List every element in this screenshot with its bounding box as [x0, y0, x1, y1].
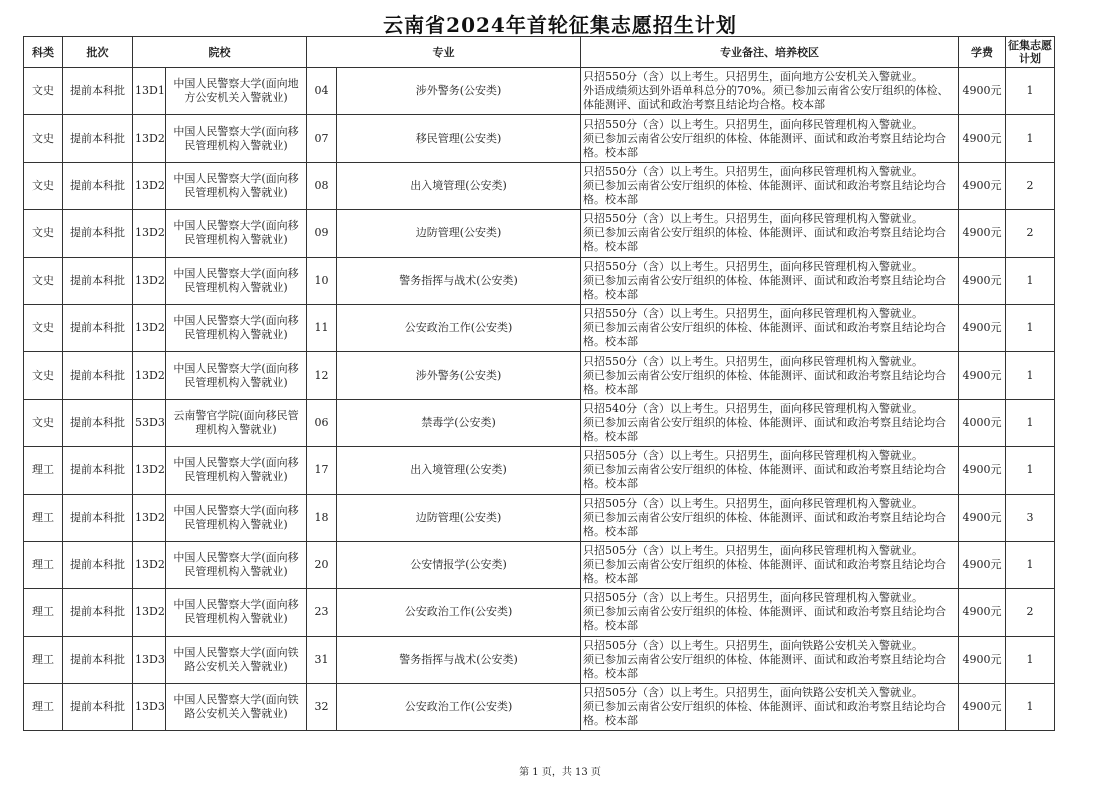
- cell-plan: 2: [1006, 589, 1055, 636]
- table-row: [24, 541, 1055, 588]
- table-body: [24, 68, 1055, 731]
- cell-note: 只招505分（含）以上考生。只招男生，面向移民管理机构入警就业。 须已参加云南省公安厅组织的体检、体能测评、面试和政治考察且结论均合格。校本部: [581, 447, 959, 494]
- cell-school-name: 中国人民警察大学(面向移民管理机构入警就业): [166, 494, 307, 541]
- cell-plan: 3: [1006, 494, 1055, 541]
- cell-major-name: 移民管理(公安类): [337, 115, 581, 162]
- cell-major-code: 23: [307, 589, 337, 636]
- cell-note: 只招505分（含）以上考生。只招男生，面向移民管理机构入警就业。 须已参加云南省公安厅组织的体检、体能测评、面试和政治考察且结论均合格。校本部: [581, 494, 959, 541]
- cell-school-name: 中国人民警察大学(面向移民管理机构入警就业): [166, 352, 307, 399]
- cell-major-code: 18: [307, 494, 337, 541]
- cell-batch: 提前本科批: [63, 589, 133, 636]
- cell-plan: 2: [1006, 162, 1055, 209]
- cell-plan: 1: [1006, 115, 1055, 162]
- cell-plan: 1: [1006, 684, 1055, 731]
- cell-fee: 4900元: [959, 684, 1006, 731]
- cell-fee: 4900元: [959, 68, 1006, 115]
- cell-fee: 4900元: [959, 162, 1006, 209]
- cell-major-name: 公安情报学(公安类): [337, 541, 581, 588]
- header-batch: 批次: [63, 37, 133, 68]
- cell-batch: 提前本科批: [63, 162, 133, 209]
- cell-batch: 提前本科批: [63, 447, 133, 494]
- cell-school-code: 13D2: [133, 494, 166, 541]
- cell-major-name: 出入境管理(公安类): [337, 447, 581, 494]
- cell-school-name: 中国人民警察大学(面向移民管理机构入警就业): [166, 304, 307, 351]
- cell-major-name: 边防管理(公安类): [337, 494, 581, 541]
- cell-note: 只招505分（含）以上考生。只招男生，面向铁路公安机关入警就业。 须已参加云南省公安厅组织的体检、体能测评、面试和政治考察且结论均合格。校本部: [581, 636, 959, 683]
- cell-fee: 4900元: [959, 210, 1006, 257]
- cell-fee: 4900元: [959, 447, 1006, 494]
- cell-major-code: 12: [307, 352, 337, 399]
- cell-school-code: 13D1: [133, 68, 166, 115]
- table-row: [24, 304, 1055, 351]
- cell-note: 只招550分（含）以上考生。只招男生，面向移民管理机构入警就业。 须已参加云南省公安厅组织的体检、体能测评、面试和政治考察且结论均合格。校本部: [581, 257, 959, 304]
- cell-school-code: 13D2: [133, 447, 166, 494]
- cell-school-name: 中国人民警察大学(面向移民管理机构入警就业): [166, 162, 307, 209]
- cell-fee: 4000元: [959, 399, 1006, 446]
- cell-subject: 文史: [24, 304, 63, 351]
- cell-major-code: 08: [307, 162, 337, 209]
- cell-major-name: 涉外警务(公安类): [337, 68, 581, 115]
- header-subject: 科类: [24, 37, 63, 68]
- cell-plan: 1: [1006, 636, 1055, 683]
- cell-subject: 理工: [24, 494, 63, 541]
- cell-major-name: 警务指挥与战术(公安类): [337, 636, 581, 683]
- cell-plan: 1: [1006, 447, 1055, 494]
- cell-plan: 1: [1006, 68, 1055, 115]
- cell-plan: 2: [1006, 210, 1055, 257]
- cell-plan: 1: [1006, 304, 1055, 351]
- cell-school-code: 13D2: [133, 162, 166, 209]
- cell-batch: 提前本科批: [63, 494, 133, 541]
- cell-school-code: 13D2: [133, 115, 166, 162]
- table-row: [24, 257, 1055, 304]
- cell-subject: 理工: [24, 447, 63, 494]
- cell-batch: 提前本科批: [63, 68, 133, 115]
- cell-major-code: 09: [307, 210, 337, 257]
- table-row: [24, 115, 1055, 162]
- table-row: [24, 352, 1055, 399]
- cell-major-name: 公安政治工作(公安类): [337, 589, 581, 636]
- header-fee: 学费: [959, 37, 1006, 68]
- cell-note: 只招505分（含）以上考生。只招男生，面向铁路公安机关入警就业。 须已参加云南省公安厅组织的体检、体能测评、面试和政治考察且结论均合格。校本部: [581, 684, 959, 731]
- cell-subject: 理工: [24, 541, 63, 588]
- page-title: 云南省2024年首轮征集志愿招生计划: [383, 13, 737, 37]
- cell-fee: 4900元: [959, 494, 1006, 541]
- cell-batch: 提前本科批: [63, 541, 133, 588]
- cell-school-code: 13D2: [133, 589, 166, 636]
- cell-major-name: 出入境管理(公安类): [337, 162, 581, 209]
- cell-note: 只招505分（含）以上考生。只招男生，面向移民管理机构入警就业。 须已参加云南省公安厅组织的体检、体能测评、面试和政治考察且结论均合格。校本部: [581, 589, 959, 636]
- cell-fee: 4900元: [959, 589, 1006, 636]
- cell-school-name: 中国人民警察大学(面向地方公安机关入警就业): [166, 68, 307, 115]
- cell-school-name: 中国人民警察大学(面向移民管理机构入警就业): [166, 447, 307, 494]
- cell-subject: 理工: [24, 684, 63, 731]
- cell-major-name: 涉外警务(公安类): [337, 352, 581, 399]
- cell-fee: 4900元: [959, 257, 1006, 304]
- cell-major-code: 31: [307, 636, 337, 683]
- cell-note: 只招550分（含）以上考生。只招男生，面向移民管理机构入警就业。 须已参加云南省公安厅组织的体检、体能测评、面试和政治考察且结论均合格。校本部: [581, 210, 959, 257]
- table-row: [24, 447, 1055, 494]
- cell-batch: 提前本科批: [63, 115, 133, 162]
- cell-school-name: 中国人民警察大学(面向移民管理机构入警就业): [166, 589, 307, 636]
- cell-subject: 文史: [24, 399, 63, 446]
- cell-batch: 提前本科批: [63, 257, 133, 304]
- table-row: [24, 399, 1055, 446]
- cell-school-name: 云南警官学院(面向移民管理机构入警就业): [166, 399, 307, 446]
- table-row: [24, 589, 1055, 636]
- cell-batch: 提前本科批: [63, 210, 133, 257]
- cell-note: 只招550分（含）以上考生。只招男生，面向移民管理机构入警就业。 须已参加云南省公安厅组织的体检、体能测评、面试和政治考察且结论均合格。校本部: [581, 352, 959, 399]
- cell-school-name: 中国人民警察大学(面向铁路公安机关入警就业): [166, 636, 307, 683]
- cell-fee: 4900元: [959, 541, 1006, 588]
- cell-batch: 提前本科批: [63, 636, 133, 683]
- cell-fee: 4900元: [959, 352, 1006, 399]
- table-row: [24, 636, 1055, 683]
- cell-major-code: 04: [307, 68, 337, 115]
- cell-batch: 提前本科批: [63, 399, 133, 446]
- cell-major-code: 20: [307, 541, 337, 588]
- cell-subject: 文史: [24, 257, 63, 304]
- admission-plan-table: [23, 36, 1055, 731]
- page-footer: 第 1 页，共 13 页: [519, 767, 601, 778]
- cell-school-code: 13D2: [133, 304, 166, 351]
- cell-note: 只招505分（含）以上考生。只招男生，面向移民管理机构入警就业。 须已参加云南省公安厅组织的体检、体能测评、面试和政治考察且结论均合格。校本部: [581, 541, 959, 588]
- cell-school-code: 13D3: [133, 636, 166, 683]
- cell-major-code: 17: [307, 447, 337, 494]
- cell-plan: 1: [1006, 352, 1055, 399]
- header-school: 院校: [133, 37, 307, 68]
- cell-fee: 4900元: [959, 636, 1006, 683]
- cell-school-code: 13D2: [133, 352, 166, 399]
- cell-subject: 理工: [24, 589, 63, 636]
- header-note: 专业备注、培养校区: [581, 37, 959, 68]
- cell-major-name: 公安政治工作(公安类): [337, 304, 581, 351]
- table-header: [24, 37, 1055, 68]
- table-row: [24, 684, 1055, 731]
- cell-major-code: 07: [307, 115, 337, 162]
- cell-note: 只招550分（含）以上考生。只招男生，面向移民管理机构入警就业。 须已参加云南省公安厅组织的体检、体能测评、面试和政治考察且结论均合格。校本部: [581, 115, 959, 162]
- cell-major-name: 警务指挥与战术(公安类): [337, 257, 581, 304]
- cell-batch: 提前本科批: [63, 304, 133, 351]
- cell-school-name: 中国人民警察大学(面向移民管理机构入警就业): [166, 115, 307, 162]
- cell-major-code: 11: [307, 304, 337, 351]
- cell-school-code: 13D2: [133, 541, 166, 588]
- cell-plan: 1: [1006, 541, 1055, 588]
- cell-batch: 提前本科批: [63, 352, 133, 399]
- header-major: 专业: [307, 37, 581, 68]
- cell-school-name: 中国人民警察大学(面向铁路公安机关入警就业): [166, 684, 307, 731]
- cell-note: 只招550分（含）以上考生。只招男生，面向移民管理机构入警就业。 须已参加云南省公安厅组织的体检、体能测评、面试和政治考察且结论均合格。校本部: [581, 304, 959, 351]
- cell-batch: 提前本科批: [63, 684, 133, 731]
- cell-subject: 文史: [24, 352, 63, 399]
- cell-subject: 文史: [24, 68, 63, 115]
- cell-plan: 1: [1006, 399, 1055, 446]
- cell-fee: 4900元: [959, 115, 1006, 162]
- cell-major-code: 10: [307, 257, 337, 304]
- table-row: [24, 162, 1055, 209]
- cell-school-code: 13D3: [133, 684, 166, 731]
- cell-school-name: 中国人民警察大学(面向移民管理机构入警就业): [166, 257, 307, 304]
- cell-major-name: 公安政治工作(公安类): [337, 684, 581, 731]
- cell-school-name: 中国人民警察大学(面向移民管理机构入警就业): [166, 541, 307, 588]
- header-plan: 征集志愿计划: [1006, 37, 1055, 68]
- cell-school-code: 53D3: [133, 399, 166, 446]
- cell-major-code: 32: [307, 684, 337, 731]
- cell-school-code: 13D2: [133, 210, 166, 257]
- cell-school-name: 中国人民警察大学(面向移民管理机构入警就业): [166, 210, 307, 257]
- cell-note: 只招540分（含）以上考生。只招男生，面向移民管理机构入警就业。 须已参加云南省公安厅组织的体检、体能测评、面试和政治考察且结论均合格。校本部: [581, 399, 959, 446]
- cell-note: 只招550分（含）以上考生。只招男生，面向移民管理机构入警就业。 须已参加云南省公安厅组织的体检、体能测评、面试和政治考察且结论均合格。校本部: [581, 162, 959, 209]
- cell-plan: 1: [1006, 257, 1055, 304]
- table-row: [24, 494, 1055, 541]
- cell-subject: 文史: [24, 162, 63, 209]
- cell-subject: 文史: [24, 115, 63, 162]
- cell-note: 只招550分（含）以上考生。只招男生，面向地方公安机关入警就业。 外语成绩须达到外语单科总分的70%。须已参加云南省公安厅组织的体检、体能测评、面试和政治考察且结论均合格。校本部: [581, 68, 959, 115]
- cell-fee: 4900元: [959, 304, 1006, 351]
- cell-major-name: 边防管理(公安类): [337, 210, 581, 257]
- cell-major-name: 禁毒学(公安类): [337, 399, 581, 446]
- cell-subject: 文史: [24, 210, 63, 257]
- cell-subject: 理工: [24, 636, 63, 683]
- table-row: [24, 210, 1055, 257]
- cell-school-code: 13D2: [133, 257, 166, 304]
- table-row: [24, 68, 1055, 115]
- cell-major-code: 06: [307, 399, 337, 446]
